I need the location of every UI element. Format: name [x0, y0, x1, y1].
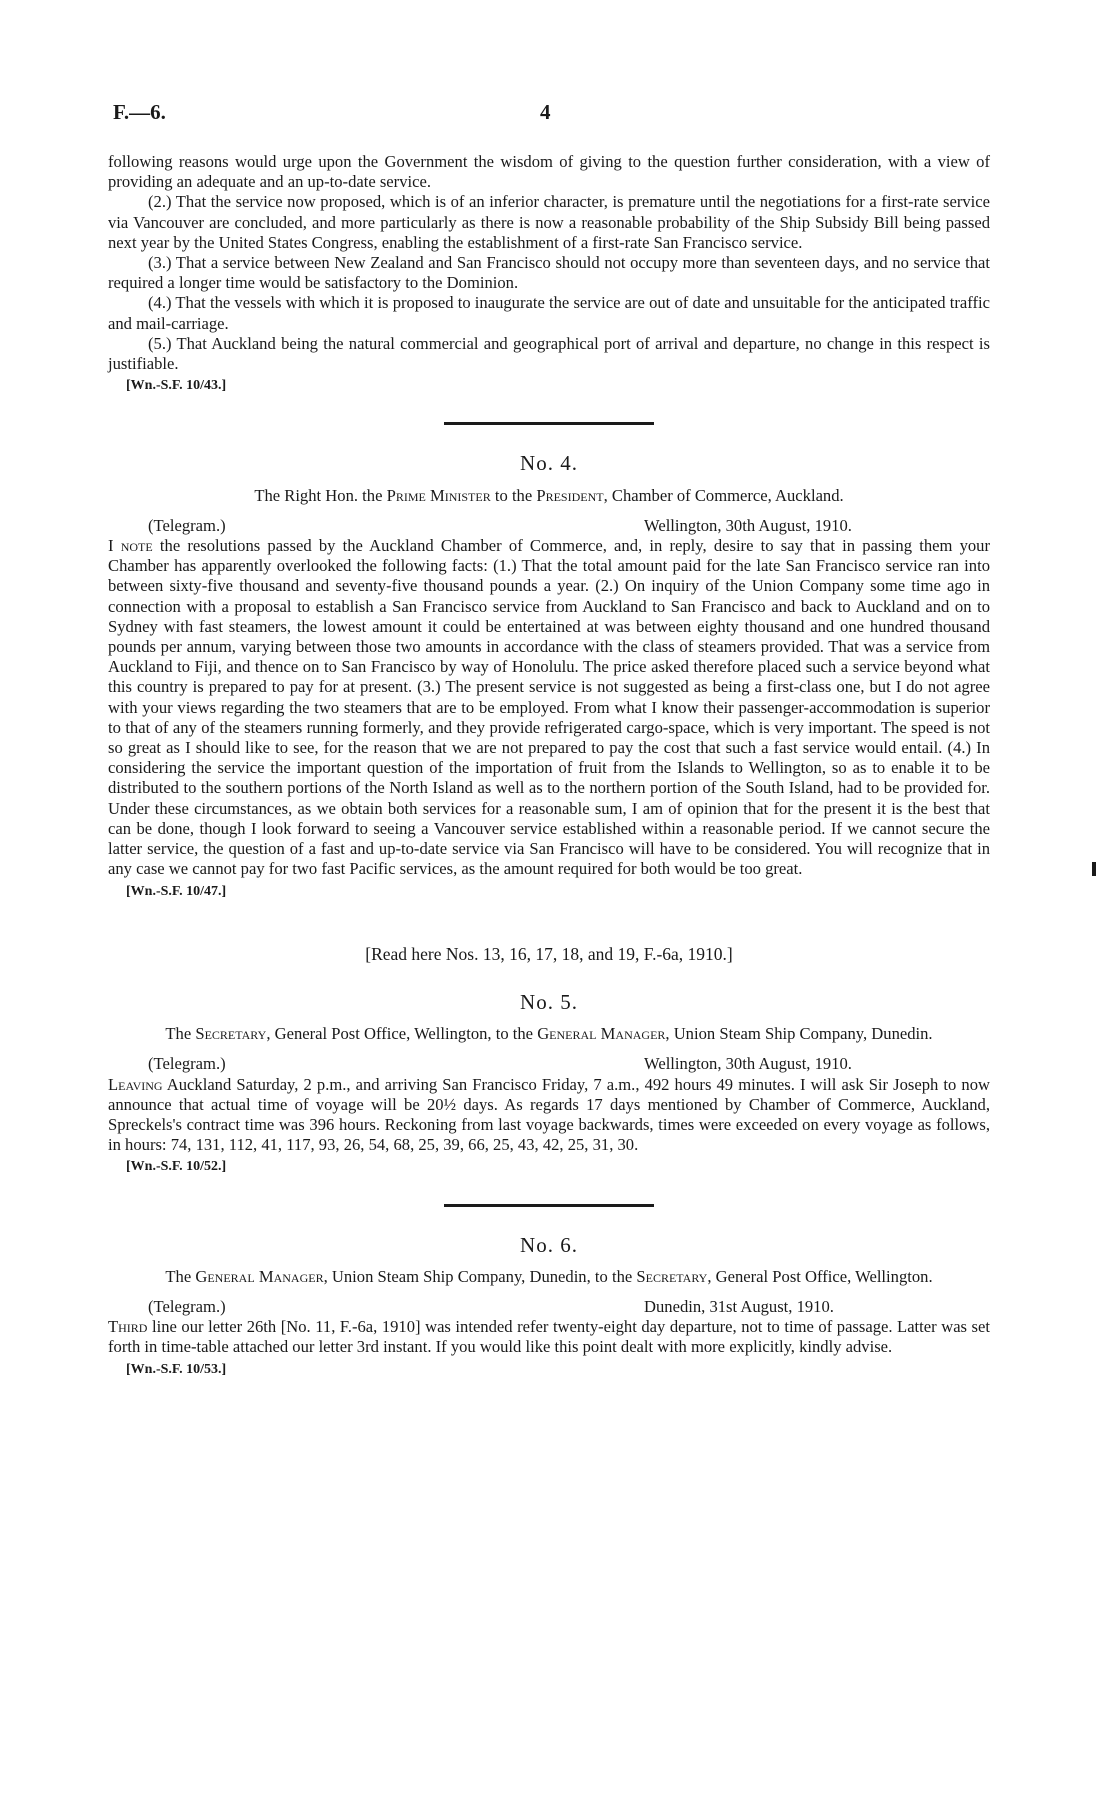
telegram-line: [108, 1297, 990, 1317]
document-number: No. 4.: [520, 451, 578, 476]
document-body: Leaving Auckland Saturday, 2 p.m., and arriving San Francisco Friday, 7 a.m., 492 hours 49 minutes. I will ask Sir Joseph to now announce that actual time of voyage will be 20½ days. As regards 17 days mentioned by Chamber of Commerce, Auckland, Spreckels's contract time was 396 hours. Reckoning from last voyage backwards, times were exceeded on every voyage as follows, in hours: 74, 131, 112, 41, 117, 93, 26, 54, 68, 25, 39, 66, 25, 43, 42, 25, 31, 30.: [108, 1074, 990, 1155]
resolution-point-4: (4.) That the vessels with which it is proposed to inaugurate the service are out of date and unsuitable for the anticipated traffic and mail-carriage.: [108, 293, 990, 333]
document-heading: The General Manager, Union Steam Ship Company, Dunedin, to the Secretary, General Post Office, Wellington.: [165, 1266, 933, 1286]
margin-mark: [1092, 862, 1096, 876]
place-date: Wellington, 30th August, 1910.: [644, 1054, 852, 1074]
telegram-label: (Telegram.): [148, 515, 226, 535]
document-no-6: [108, 1232, 990, 1380]
document-no-4: [108, 453, 990, 901]
telegram-label: (Telegram.): [148, 1054, 226, 1074]
telegram-line: [108, 516, 990, 536]
resolution-point-5: (5.) That Auckland being the natural commercial and geographical port of arrival and departure, no change in this respect is justifiable.: [108, 333, 990, 374]
file-reference: [Wn.-S.F. 10/52.]: [126, 1159, 227, 1175]
document-heading: The Right Hon. the Prime Minister to the President, Chamber of Commerce, Auckland.: [254, 485, 844, 505]
file-reference: [Wn.-S.F. 10/53.]: [126, 1361, 227, 1377]
document-no-5: [108, 989, 990, 1178]
document-number: No. 6.: [520, 1232, 578, 1257]
document-heading: The Secretary, General Post Office, Wellington, to the General Manager, Union Steam Ship Company, Dunedin.: [165, 1024, 933, 1044]
read-note: [Read here Nos. 13, 16, 17, 18, and 19, F.-6a, 1910.]: [365, 943, 733, 964]
telegram-line: [108, 1054, 990, 1074]
place-date: Dunedin, 31st August, 1910.: [644, 1296, 834, 1316]
file-reference: [Wn.-S.F. 10/43.]: [126, 378, 227, 394]
continuation-section: [108, 152, 990, 396]
document-body: I note the resolutions passed by the Auckland Chamber of Commerce, and, in reply, desire to say that in passing them your Chamber has apparently overlooked the following facts: (1.) That the total amount paid for the late San Francisco service ran into between sixty-five thousand and seventy-five thousand pounds a year. (2.) On inquiry of the Union Company some time ago in connection with a proposal to establish a San Francisco service from Auckland to San Francisco and back to Auckland and on to Sydney with fast steamers, the lowest amount it could be entertained at was between eighty thousand and one hundred thousand pounds per annum, varying between those two amounts in accordance with the class of steamers provided. That was a service from Auckland to Fiji, and thence on to San Francisco by way of Honolulu. The price asked therefore placed such a service beyond what this country is prepared to pay for at present. (3.) The present service is not suggested as being a first-class one, but I do not agree with your views regarding the two steamers that are to be employed. From what I know their passenger-accommodation is superior to that of any of the steamers running formerly, and they provide refrigerated cargo-space, which is very important. The speed is not so great as I should like to see, for the reason that we are not prepared to pay the cost that such a fast service would entail. (4.) In considering the service the important question of the importation of fruit from the Islands to Wellington, so as to enable it to be distributed to the southern portions of the North Island as well as to the northern portion of the South Island, had to be provided for. Under these circumstances, as we obtain both services for a reasonable sum, I am of opinion that for the present it is the best that can be done, though I look forward to seeing a Vancouver service established within a reasonable period. If we cannot secure the latter service, the question of a fast and up-to-date service via San Francisco will have to be considered. You will recognize that in any case we cannot pay for two fast Pacific services, as the amount required for both would be too great.: [108, 536, 990, 879]
page-content: [108, 152, 990, 1380]
section-divider: [444, 1204, 654, 1207]
place-date: Wellington, 30th August, 1910.: [644, 515, 852, 535]
telegram-label: (Telegram.): [148, 1296, 226, 1316]
document-code: F.—6.: [113, 100, 166, 124]
page-number: 4: [540, 100, 551, 124]
section-divider: [444, 422, 654, 425]
document-body: Third line our letter 26th [No. 11, F.-6a, 1910] was intended refer twenty-eight day departure, not to time of passage. Latter was set forth in time-table attached our letter 3rd instant. If you would like this point dealt with more explicitly, kindly advise.: [108, 1317, 990, 1357]
continuation-intro: following reasons would urge upon the Government the wisdom of giving to the question further consideration, with a view of providing an adequate and an up-to-date service.: [108, 152, 990, 192]
document-number: No. 5.: [520, 989, 578, 1014]
resolution-point-2: (2.) That the service now proposed, which is of an inferior character, is premature until the negotiations for a first-rate service via Vancouver are concluded, and more particularly as there is now a reasonable probability of the Ship Subsidy Bill being passed next year by the United States Congress, enabling the establishment of a first-rate San Francisco service.: [108, 192, 990, 252]
file-reference: [Wn.-S.F. 10/47.]: [126, 883, 227, 899]
resolution-point-3: (3.) That a service between New Zealand and San Francisco should not occupy more than seventeen days, and no service that required a longer time would be satisfactory to the Dominion.: [108, 253, 990, 293]
